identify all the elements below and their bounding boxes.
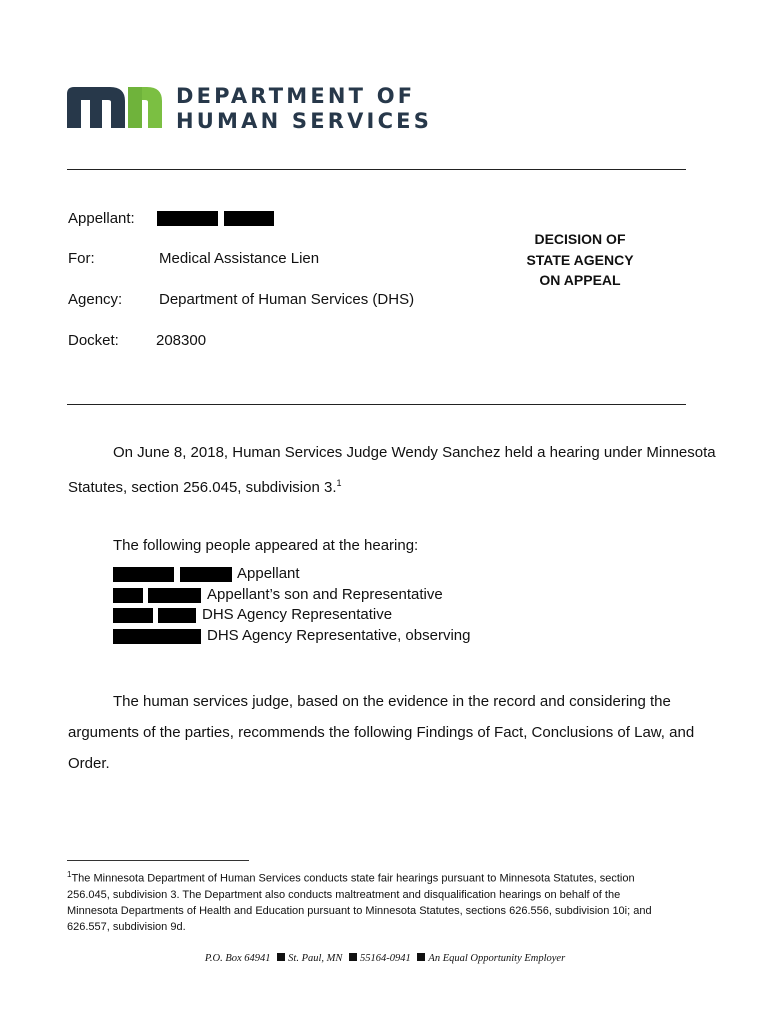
attendee-2: Appellant’s son and Representative <box>207 586 443 603</box>
footnote-line-4: 626.557, subdivision 9d. <box>67 920 186 933</box>
top-divider <box>67 169 686 170</box>
mn-logo-mark <box>67 87 162 128</box>
decision-heading <box>497 229 663 291</box>
footnote-line-1-text: The Minnesota Department of Human Services conducts state fair hearings pursuant to Minnesota Statutes, section <box>71 872 635 885</box>
decision-line-2: STATE AGENCY <box>526 251 634 268</box>
docket-label: Docket: <box>68 332 119 349</box>
docket-value: 208300 <box>156 332 207 349</box>
hearing-line-2-text: Statutes, section 256.045, subdivision 3. <box>68 479 337 496</box>
recommend-line-3: Order. <box>68 755 110 772</box>
agency-value: Department of Human Services (DHS) <box>159 291 415 308</box>
redaction-attendee-1a <box>113 567 174 582</box>
footnote-line-1 <box>67 867 707 887</box>
appeared-intro: The following people appeared at the hearing: <box>113 537 419 554</box>
footnote <box>67 867 707 935</box>
square-bullet-icon <box>349 953 357 961</box>
recommend-line-2: arguments of the parties, recommends the following Findings of Fact, Conclusions of Law, and <box>68 724 695 741</box>
redaction-attendee-1b <box>180 567 232 582</box>
decision-line-1: DECISION OF <box>534 231 626 247</box>
attendee-3: DHS Agency Representative <box>202 606 393 623</box>
recommendation-paragraph <box>68 686 708 779</box>
footnote-divider <box>67 860 249 861</box>
logo-line-2: HUMAN SERVICES <box>176 109 433 133</box>
footer-city: St. Paul, MN <box>288 953 343 964</box>
footnote-line-3: Minnesota Departments of Health and Education pursuant to Minnesota Statutes, sections 626.556, subdivision 10i; and <box>67 904 652 917</box>
footnote-number: 1 <box>67 870 72 879</box>
logo-line-1: DEPARTMENT OF <box>176 84 416 108</box>
attendee-4: DHS Agency Representative, observing <box>207 627 471 644</box>
footer-zip: 55164-0941 <box>360 953 411 964</box>
decision-line-3: ON APPEAL <box>539 272 621 288</box>
hearing-paragraph <box>68 437 716 503</box>
footnote-line-2: 256.045, subdivision 3. The Department also conducts maltreatment and disqualification hearings on behalf of the <box>67 888 621 901</box>
appellant-label: Appellant: <box>68 210 135 227</box>
recommend-line-1: The human services judge, based on the evidence in the record and considering the <box>113 693 671 710</box>
for-value: Medical Assistance Lien <box>159 250 320 267</box>
square-bullet-icon <box>277 953 285 961</box>
footer-po-box: P.O. Box 64941 <box>204 953 271 964</box>
agency-label: Agency: <box>68 291 123 308</box>
redaction-appellant-last <box>224 211 274 226</box>
bottom-divider <box>67 404 686 405</box>
redaction-appellant-first <box>157 211 218 226</box>
hearing-line-2 <box>68 468 708 503</box>
attendee-1: Appellant <box>237 565 300 582</box>
footnote-ref: 1 <box>336 478 342 488</box>
hearing-line-1: On June 8, 2018, Human Services Judge Wendy Sanchez held a hearing under Minnesota <box>113 444 716 461</box>
redaction-attendee-3b <box>158 608 196 623</box>
footer-eoe: An Equal Opportunity Employer <box>428 953 566 964</box>
page-footer <box>0 953 770 964</box>
logo-wordmark <box>176 84 432 134</box>
for-label: For: <box>68 250 95 267</box>
redaction-attendee-2a <box>113 588 143 603</box>
square-bullet-icon <box>417 953 425 961</box>
redaction-attendee-3a <box>113 608 153 623</box>
redaction-attendee-2b <box>148 588 201 603</box>
redaction-attendee-4 <box>113 629 201 644</box>
